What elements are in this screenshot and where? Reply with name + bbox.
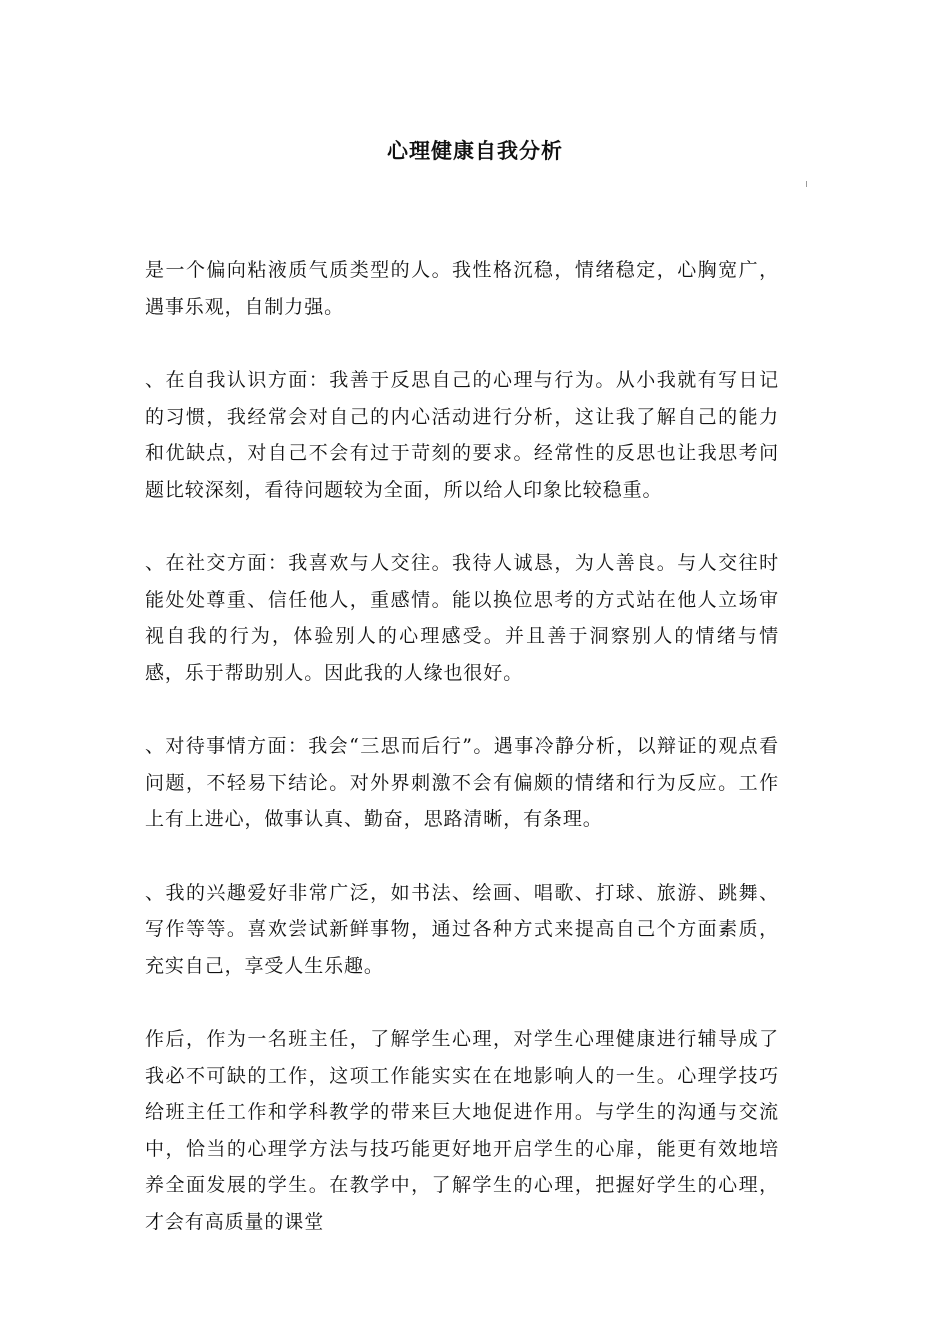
paragraph-self-awareness: 、在自我认识方面：我善于反思自己的心理与行为。从小我就有写日记的习惯，我经常会对自己的内心活动进行分析，这让我了解自己的能力和优缺点，对自己不会有过于苛刻的要求。经常性的反思也让我思考问题比较深刻，看待问题较为全面，所以给人印象比较稳重。 bbox=[145, 369, 779, 501]
paragraph-hobbies: 、我的兴趣爱好非常广泛，如书法、绘画、唱歌、打球、旅游、跳舞、写作等等。喜欢尝试新鲜事物，通过各种方式来提高自己个方面素质，充实自己，享受人生乐趣。 bbox=[145, 881, 779, 977]
document-title: 心理健康自我分析 bbox=[387, 138, 563, 163]
paragraph-work: 作后，作为一名班主任，了解学生心理，对学生心理健康进行辅导成了我必不可缺的工作，这项工作能实实在在地影响人的一生。心理学技巧给班主任工作和学科教学的带来巨大地促进作用。与学生的沟通与交流中，恰当的心理学方法与技巧能更好地开启学生的心扉，能更有效地培养全面发展的学生。在教学中，了解学生的心理，把握好学生的心理，才会有高质量的课堂 bbox=[145, 1028, 779, 1233]
tick-mark bbox=[806, 181, 807, 187]
paragraph-social: 、在社交方面：我喜欢与人交往。我待人诚恳，为人善良。与人交往时能处处尊重、信任他人，重感情。能以换位思考的方式站在他人立场审视自我的行为，体验别人的心理感受。并且善于洞察别人的情绪与情感，乐于帮助别人。因此我的人缘也很好。 bbox=[145, 552, 779, 684]
paragraph-temperament: 是一个偏向粘液质气质类型的人。我性格沉稳，情绪稳定，心胸宽广，遇事乐观，自制力强。 bbox=[145, 259, 779, 318]
paragraph-handling-matters: 、对待事情方面：我会“三思而后行”。遇事冷静分析，以辩证的观点看问题，不轻易下结论。对外界刺激不会有偏颇的情绪和行为反应。工作上有上进心，做事认真、勤奋，思路清晰，有条理。 bbox=[145, 735, 779, 830]
document-body bbox=[145, 252, 779, 1277]
